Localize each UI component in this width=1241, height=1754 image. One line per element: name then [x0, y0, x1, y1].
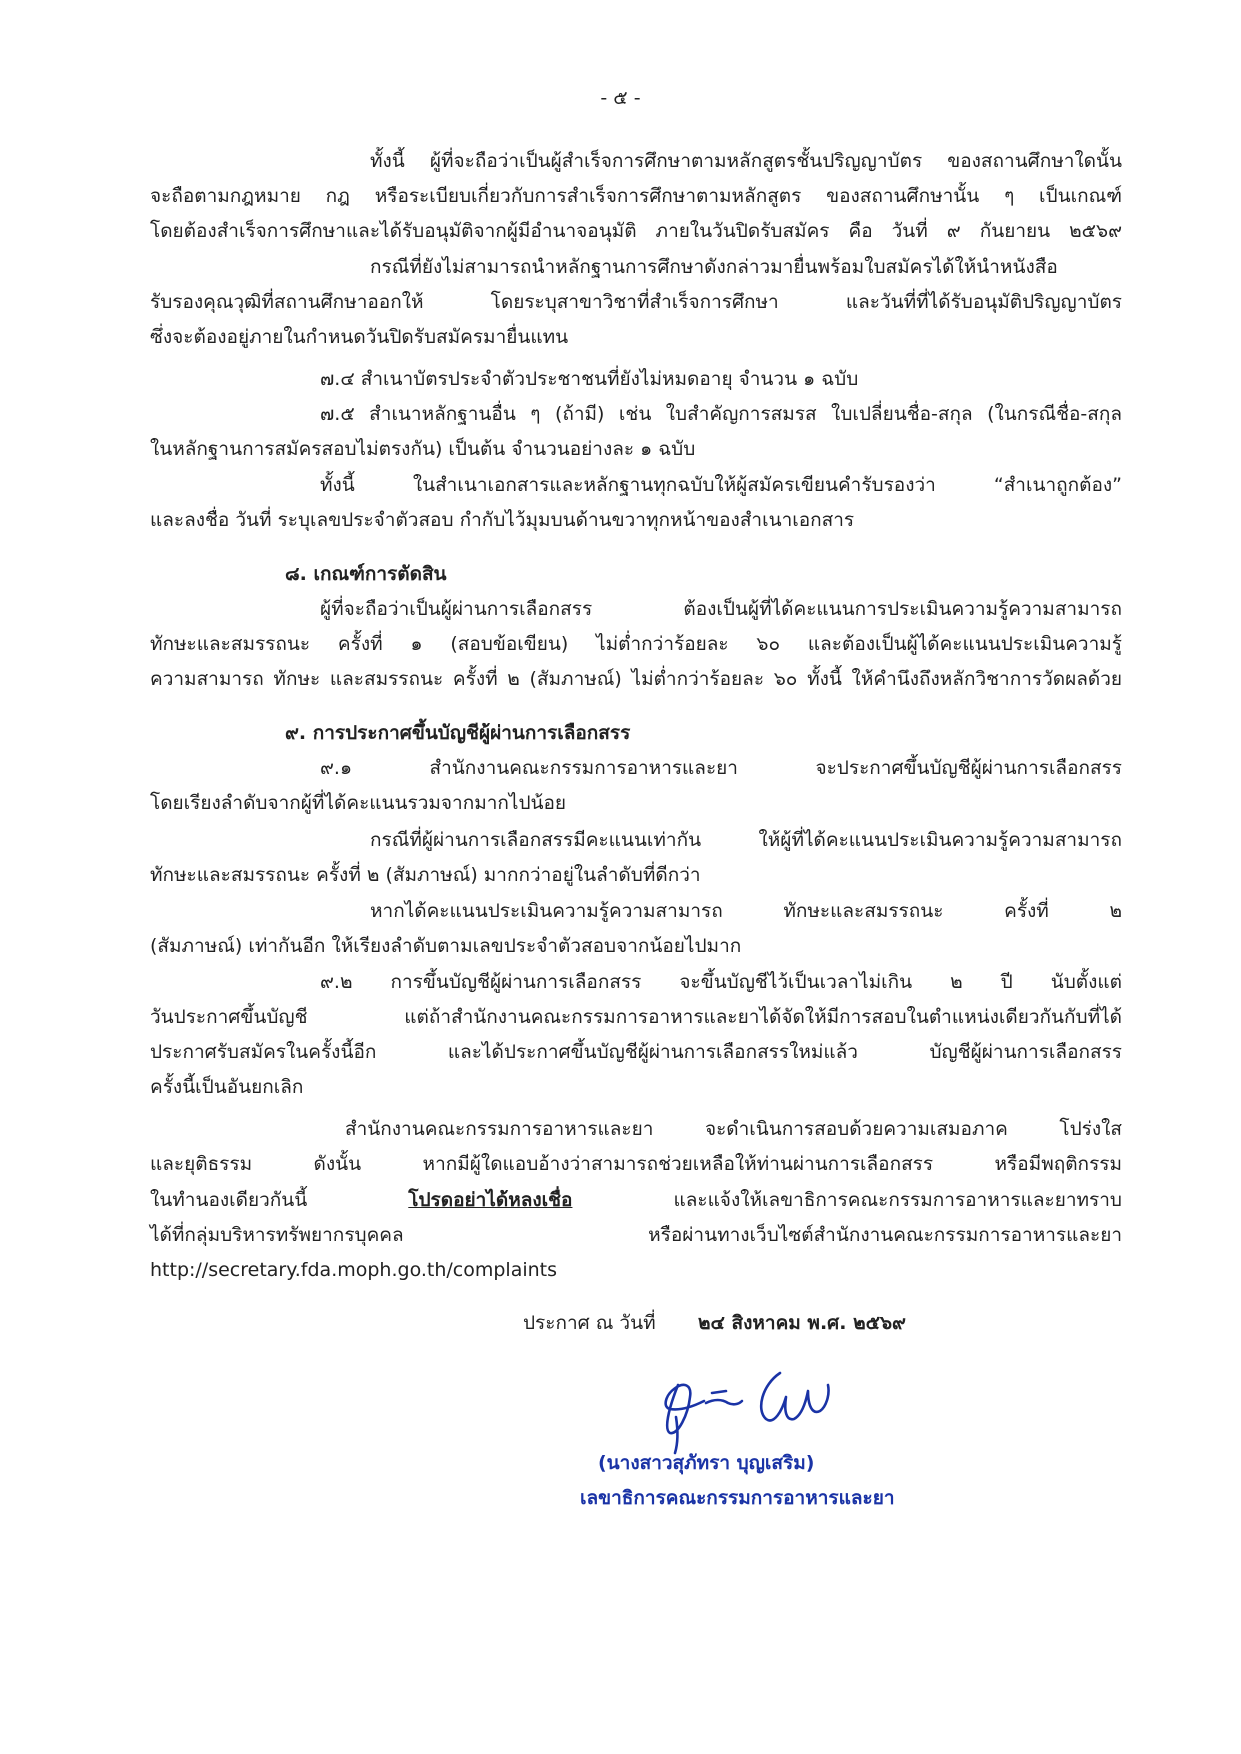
paragraph-line-warning: [150, 1182, 1122, 1218]
section-heading-8: ๘. เกณฑ์การตัดสิน: [285, 563, 447, 585]
complaints-url: http://secretary.fda.moph.go.th/complaints: [150, 1259, 558, 1281]
paragraph-line: โดยเรียงลำดับจากผู้ที่ได้คะแนนรวมจากมากไปน้อย: [150, 792, 567, 814]
warning-lead-text: ในทำนองเดียวกันนี้: [150, 1189, 308, 1211]
paragraph-line: รับรองคุณวุฒิที่สถานศึกษาออกให้ โดยระบุสาขาวิชาที่สำเร็จการศึกษา และวันที่ที่ได้รับอนุมัติปริญญาบัตร: [150, 291, 1122, 313]
handwritten-signature: [648, 1355, 838, 1455]
paragraph-line: โดยต้องสำเร็จการศึกษาและได้รับอนุมัติจากผู้มีอำนาจอนุมัติ ภายในวันปิดรับสมัคร คือ วันที่ ๙ กันยายน ๒๕๖๙: [150, 220, 1122, 242]
paragraph-line: ในหลักฐานการสมัครสอบไม่ตรงกัน) เป็นต้น จำนวนอย่างละ ๑ ฉบับ: [150, 438, 696, 460]
paragraph-line: ทักษะและสมรรถนะ ครั้งที่ ๑ (สอบข้อเขียน) ไม่ต่ำกว่าร้อยละ ๖๐ และต้องเป็นผู้ได้คะแนนประเมินความรู้: [150, 633, 1122, 655]
signer-name: (นางสาวสุภัทรา บุญเสริม): [598, 1452, 815, 1474]
page-number: - ๕ -: [600, 87, 641, 109]
paragraph-line: และลงชื่อ วันที่ ระบุเลขประจำตัวสอบ กำกับไว้มุมบนด้านขวาทุกหน้าของสำเนาเอกสาร: [150, 509, 855, 531]
paragraph-line: ครั้งนี้เป็นอันยกเลิก: [150, 1076, 304, 1098]
signer-title: เลขาธิการคณะกรรมการอาหารและยา: [580, 1487, 895, 1509]
announcement-label: ประกาศ ณ วันที่: [523, 1312, 656, 1334]
warning-tail-text: และแจ้งให้เลขาธิการคณะกรรมการอาหารและยาทราบ: [673, 1189, 1122, 1211]
announcement-date: ๒๔ สิงหาคม พ.ศ. ๒๕๖๙: [698, 1312, 906, 1334]
paragraph-line: หากได้คะแนนประเมินความรู้ความสามารถ ทักษะและสมรรถนะ ครั้งที่ ๒: [370, 900, 1122, 922]
section-heading-9: ๙. การประกาศขึ้นบัญชีผู้ผ่านการเลือกสรร: [285, 722, 631, 744]
paragraph-line: ซึ่งจะต้องอยู่ภายในกำหนดวันปิดรับสมัครมายื่นแทน: [150, 326, 569, 348]
paragraph-line: ประกาศรับสมัครในครั้งนี้อีก และได้ประกาศขึ้นบัญชีผู้ผ่านการเลือกสรรใหม่แล้ว บัญชีผู้ผ่านการเลือกสรร: [150, 1041, 1122, 1063]
paragraph-line: สำนักงานคณะกรรมการอาหารและยา จะดำเนินการสอบด้วยความเสมอภาค โปร่งใส: [345, 1118, 1122, 1140]
paragraph-line: จะถือตามกฎหมาย กฎ หรือระเบียบเกี่ยวกับการสำเร็จการศึกษาตามหลักสูตร ของสถานศึกษานั้น ๆ เป็นเกณฑ์: [150, 185, 1122, 207]
paragraph-line: ๗.๕ สำเนาหลักฐานอื่น ๆ (ถ้ามี) เช่น ใบสำคัญการสมรส ใบเปลี่ยนชื่อ-สกุล (ในกรณีชื่อ-สกุล: [320, 403, 1122, 425]
paragraph-line: กรณีที่ยังไม่สามารถนำหลักฐานการศึกษาดังกล่าวมายื่นพร้อมใบสมัครได้ให้นำหนังสือ: [370, 256, 1058, 278]
paragraph-line: ๙.๑ สำนักงานคณะกรรมการอาหารและยา จะประกาศขึ้นบัญชีผู้ผ่านการเลือกสรร: [320, 757, 1122, 779]
paragraph-line: ทั้งนี้ ผู้ที่จะถือว่าเป็นผู้สำเร็จการศึกษาตามหลักสูตรชั้นปริญญาบัตร ของสถานศึกษาใดนั้น: [370, 150, 1122, 172]
paragraph-line: และยุติธรรม ดังนั้น หากมีผู้ใดแอบอ้างว่าสามารถช่วยเหลือให้ท่านผ่านการเลือกสรร หรือมีพฤติกรรม: [150, 1153, 1122, 1175]
paragraph-line: ๗.๔ สำเนาบัตรประจำตัวประชาชนที่ยังไม่หมดอายุ จำนวน ๑ ฉบับ: [320, 368, 859, 390]
paragraph-line: ความสามารถ ทักษะ และสมรรถนะ ครั้งที่ ๒ (สัมภาษณ์) ไม่ต่ำกว่าร้อยละ ๖๐ ทั้งนี้ ให้คำนึงถึงหลักวิชาการวัดผลด้วย: [150, 668, 1122, 690]
paragraph-line: กรณีที่ผู้ผ่านการเลือกสรรมีคะแนนเท่ากัน ให้ผู้ที่ได้คะแนนประเมินความรู้ความสามารถ: [370, 829, 1122, 851]
paragraph-line: ได้ที่กลุ่มบริหารทรัพยากรบุคคล หรือผ่านทางเว็บไซต์สำนักงานคณะกรรมการอาหารและยา: [150, 1224, 1122, 1246]
paragraph-line: ๙.๒ การขึ้นบัญชีผู้ผ่านการเลือกสรร จะขึ้นบัญชีไว้เป็นเวลาไม่เกิน ๒ ปี นับตั้งแต่: [320, 971, 1122, 993]
do-not-believe-warning: โปรดอย่าได้หลงเชื่อ: [408, 1189, 573, 1211]
paragraph-line: ผู้ที่จะถือว่าเป็นผู้ผ่านการเลือกสรร ต้องเป็นผู้ที่ได้คะแนนการประเมินความรู้ความสามารถ: [320, 598, 1122, 620]
paragraph-line: ทั้งนี้ ในสำเนาเอกสารและหลักฐานทุกฉบับให้ผู้สมัครเขียนคำรับรองว่า “สำเนาถูกต้อง”: [320, 474, 1122, 496]
paragraph-line: (สัมภาษณ์) เท่ากันอีก ให้เรียงลำดับตามเลขประจำตัวสอบจากน้อยไปมาก: [150, 935, 742, 957]
paragraph-line: ทักษะและสมรรถนะ ครั้งที่ ๒ (สัมภาษณ์) มากกว่าอยู่ในลำดับที่ดีกว่า: [150, 864, 701, 886]
paragraph-line: วันประกาศขึ้นบัญชี แต่ถ้าสำนักงานคณะกรรมการอาหารและยาได้จัดให้มีการสอบในตำแหน่งเดียวกันกับที่ได้: [150, 1006, 1122, 1028]
